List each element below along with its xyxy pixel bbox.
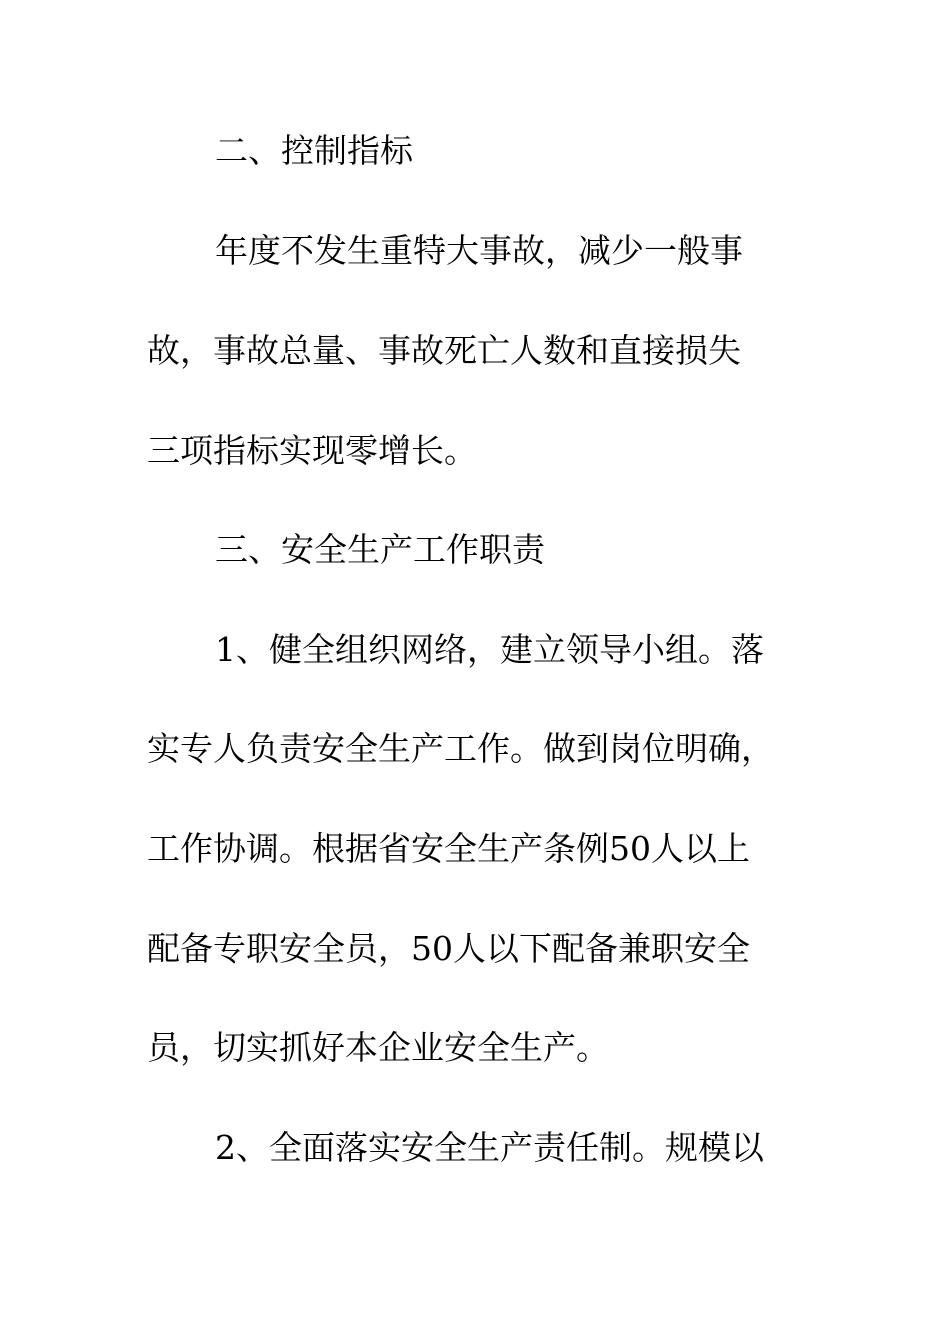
paragraph-line: 员，切实抓好本企业安全生产。 xyxy=(147,1028,609,1067)
paragraph-line: 实专人负责安全生产工作。做到岗位明确， xyxy=(147,729,774,768)
paragraph-line: 年度不发生重特大事故，减少一般事 xyxy=(215,231,743,270)
paragraph-line: 故，事故总量、事故死亡人数和直接损失 xyxy=(147,331,741,370)
section-heading-control-targets: 二、控制指标 xyxy=(215,131,413,170)
section-heading-safety-duties: 三、安全生产工作职责 xyxy=(215,530,545,569)
paragraph-line: 三项指标实现零增长。 xyxy=(147,431,477,470)
paragraph-line: 工作协调。根据省安全生产条例50人以上 xyxy=(147,829,750,868)
paragraph-line: 配备专职安全员，50人以下配备兼职安全 xyxy=(147,929,750,968)
paragraph-line: 2、全面落实安全生产责任制。规模以 xyxy=(215,1128,764,1167)
paragraph-line: 1、健全组织网络，建立领导小组。落 xyxy=(215,630,764,669)
